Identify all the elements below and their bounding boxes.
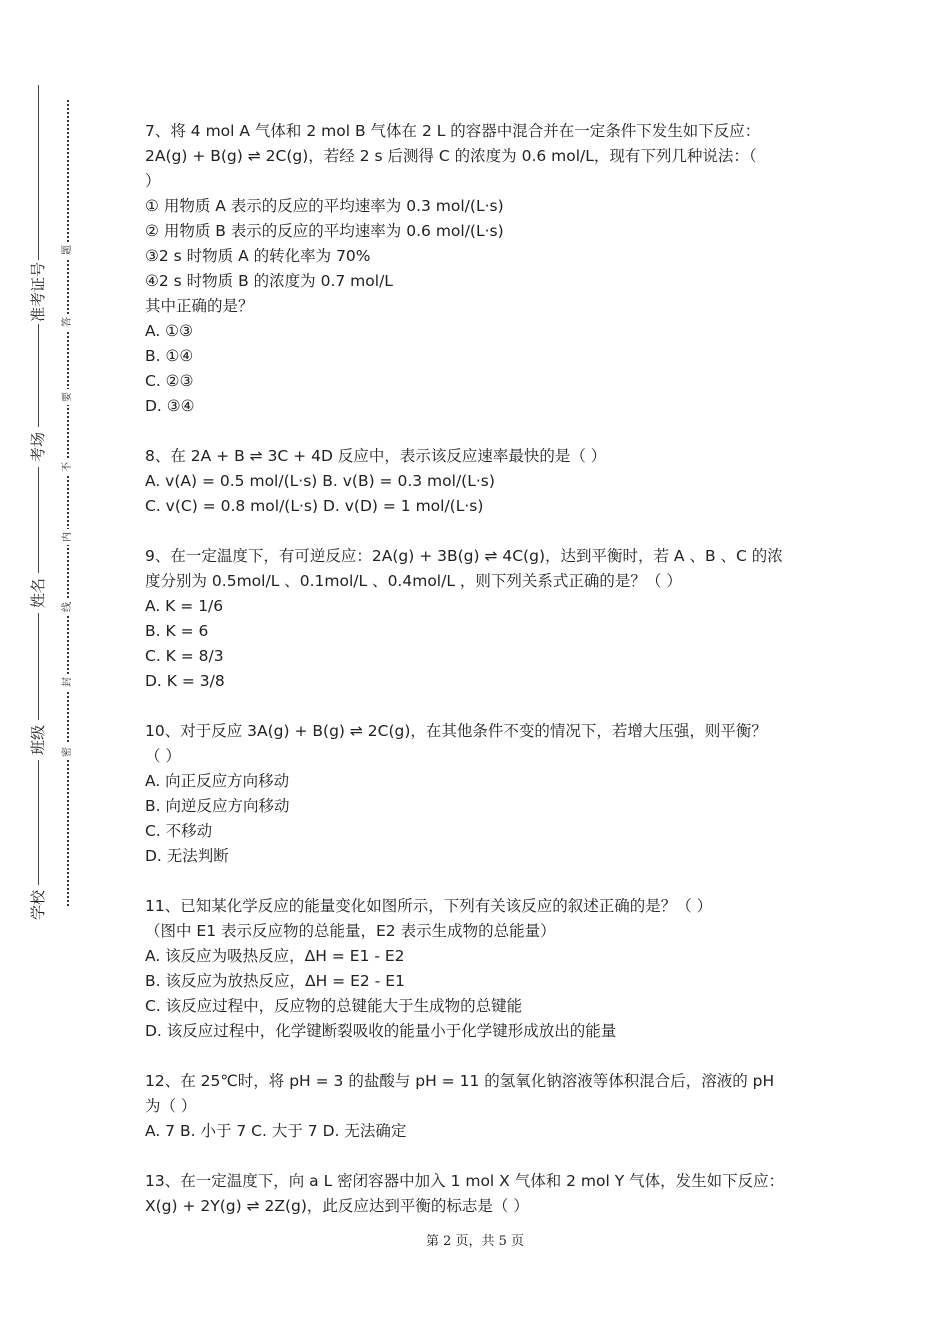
question-line: B. 该反应为放热反应，ΔH = E2 - E1 [145, 972, 405, 990]
question-line: A. K = 1/6 [145, 597, 224, 615]
question-line: A. ①③ [145, 322, 193, 340]
question-line: X(g) + 2Y(g) ⇌ 2Z(g)，此反应达到平衡的标志是（ ） [145, 1197, 529, 1215]
question-line: A. 该反应为吸热反应，ΔH = E1 - E2 [145, 947, 405, 965]
question-line: 度分别为 0.5mol/L 、0.1mol/L 、0.4mol/L ，则下列关系式正确的是？（ ） [145, 572, 682, 590]
seal-char: 要 [61, 389, 75, 405]
class-label: 班级 [28, 720, 48, 760]
question-8 [145, 444, 825, 519]
binding-line [38, 85, 39, 925]
question-line: 11、已知某化学反应的能量变化如图所示，下列有关该反应的叙述正确的是？（ ） [145, 897, 713, 915]
question-gap [145, 1044, 825, 1069]
page-footer: 第 2 页，共 5 页 [425, 1234, 525, 1249]
school-label: 学校 [28, 885, 48, 925]
question-gap [145, 1144, 825, 1169]
question-line: 9、在一定温度下，有可逆反应：2A(g) + 3B(g) ⇌ 4C(g)，达到平衡时，若 A 、B 、C 的浓 [145, 547, 783, 565]
seal-char: 线 [61, 599, 75, 615]
seal-char: 答 [61, 314, 75, 330]
question-line: C. ②③ [145, 372, 194, 390]
question-gap [145, 869, 825, 894]
question-line: 7、将 4 mol A 气体和 2 mol B 气体在 2 L 的容器中混合并在一定条件下发生如下反应： [145, 122, 761, 140]
question-line: C. v(C) = 0.8 mol/(L·s) D. v(D) = 1 mol/(L·s) [145, 497, 484, 515]
question-gap [145, 519, 825, 544]
question-line: 其中正确的是？ [145, 297, 254, 315]
question-line: ） [145, 172, 161, 190]
seal-char: 不 [61, 459, 75, 475]
exam-room-label: 考场 [28, 427, 48, 467]
name-label: 姓名 [28, 573, 48, 613]
question-line: 为（ ） [145, 1097, 197, 1115]
seal-dotted-line [67, 100, 69, 906]
seal-char: 内 [61, 529, 75, 545]
question-line: （ ） [145, 747, 181, 765]
question-line: D. 无法判断 [145, 847, 229, 865]
question-line: A. 向正反应方向移动 [145, 772, 290, 790]
exam-number-label: 准考证号 [29, 262, 47, 323]
question-line: D. 该反应过程中，化学键断裂吸收的能量小于化学键形成放出的能量 [145, 1022, 617, 1040]
question-line: 10、对于反应 3A(g) + B(g) ⇌ 2C(g)，在其他条件不变的情况下，若增大压强，则平衡？ [145, 722, 767, 740]
question-line: 2A(g) + B(g) ⇌ 2C(g)，若经 2 s 后测得 C 的浓度为 0.6 mol/L，现有下列几种说法：（ [145, 147, 757, 165]
questions [145, 119, 825, 1219]
question-line: D. ③④ [145, 397, 195, 415]
question-line: A. 7 B. 小于 7 C. 大于 7 D. 无法确定 [145, 1122, 407, 1140]
question-line: A. v(A) = 0.5 mol/(L·s) B. v(B) = 0.3 mol/(L·s) [145, 472, 495, 490]
question-line: ① 用物质 A 表示的反应的平均速率为 0.3 mol/(L·s) [145, 197, 504, 215]
question-line: 13、在一定温度下，向 a L 密闭容器中加入 1 mol X 气体和 2 mol Y 气体，发生如下反应： [145, 1172, 785, 1190]
question-13 [145, 1169, 825, 1219]
question-10 [145, 719, 825, 869]
seal-char: 封 [61, 674, 75, 690]
question-line: C. 该反应过程中，反应物的总键能大于生成物的总键能 [145, 997, 523, 1015]
question-7 [145, 119, 825, 419]
question-line: ③2 s 时物质 A 的转化率为 70% [145, 247, 371, 265]
question-line: 12、在 25℃时，将 pH = 3 的盐酸与 pH = 11 的氢氧化钠溶液等体积混合后，溶液的 pH [145, 1072, 775, 1090]
question-line: B. ①④ [145, 347, 194, 365]
question-line: B. K = 6 [145, 622, 209, 640]
question-9 [145, 544, 825, 694]
question-gap [145, 419, 825, 444]
question-line: ② 用物质 B 表示的反应的平均速率为 0.6 mol/(L·s) [145, 222, 504, 240]
question-line: ④2 s 时物质 B 的浓度为 0.7 mol/L [145, 272, 393, 290]
question-gap [145, 694, 825, 719]
question-line: 8、在 2A + B ⇌ 3C + 4D 反应中，表示该反应速率最快的是（ ） [145, 447, 607, 465]
question-line: D. K = 3/8 [145, 672, 225, 690]
question-line: C. 不移动 [145, 822, 213, 840]
question-11 [145, 894, 825, 1044]
seal-char: 密 [61, 744, 75, 760]
question-12 [145, 1069, 825, 1144]
question-line: （图中 E1 表示反应物的总能量，E2 表示生成物的总能量） [145, 922, 556, 940]
seal-char: 题 [61, 242, 75, 258]
question-line: B. 向逆反应方向移动 [145, 797, 290, 815]
question-line: C. K = 8/3 [145, 647, 224, 665]
